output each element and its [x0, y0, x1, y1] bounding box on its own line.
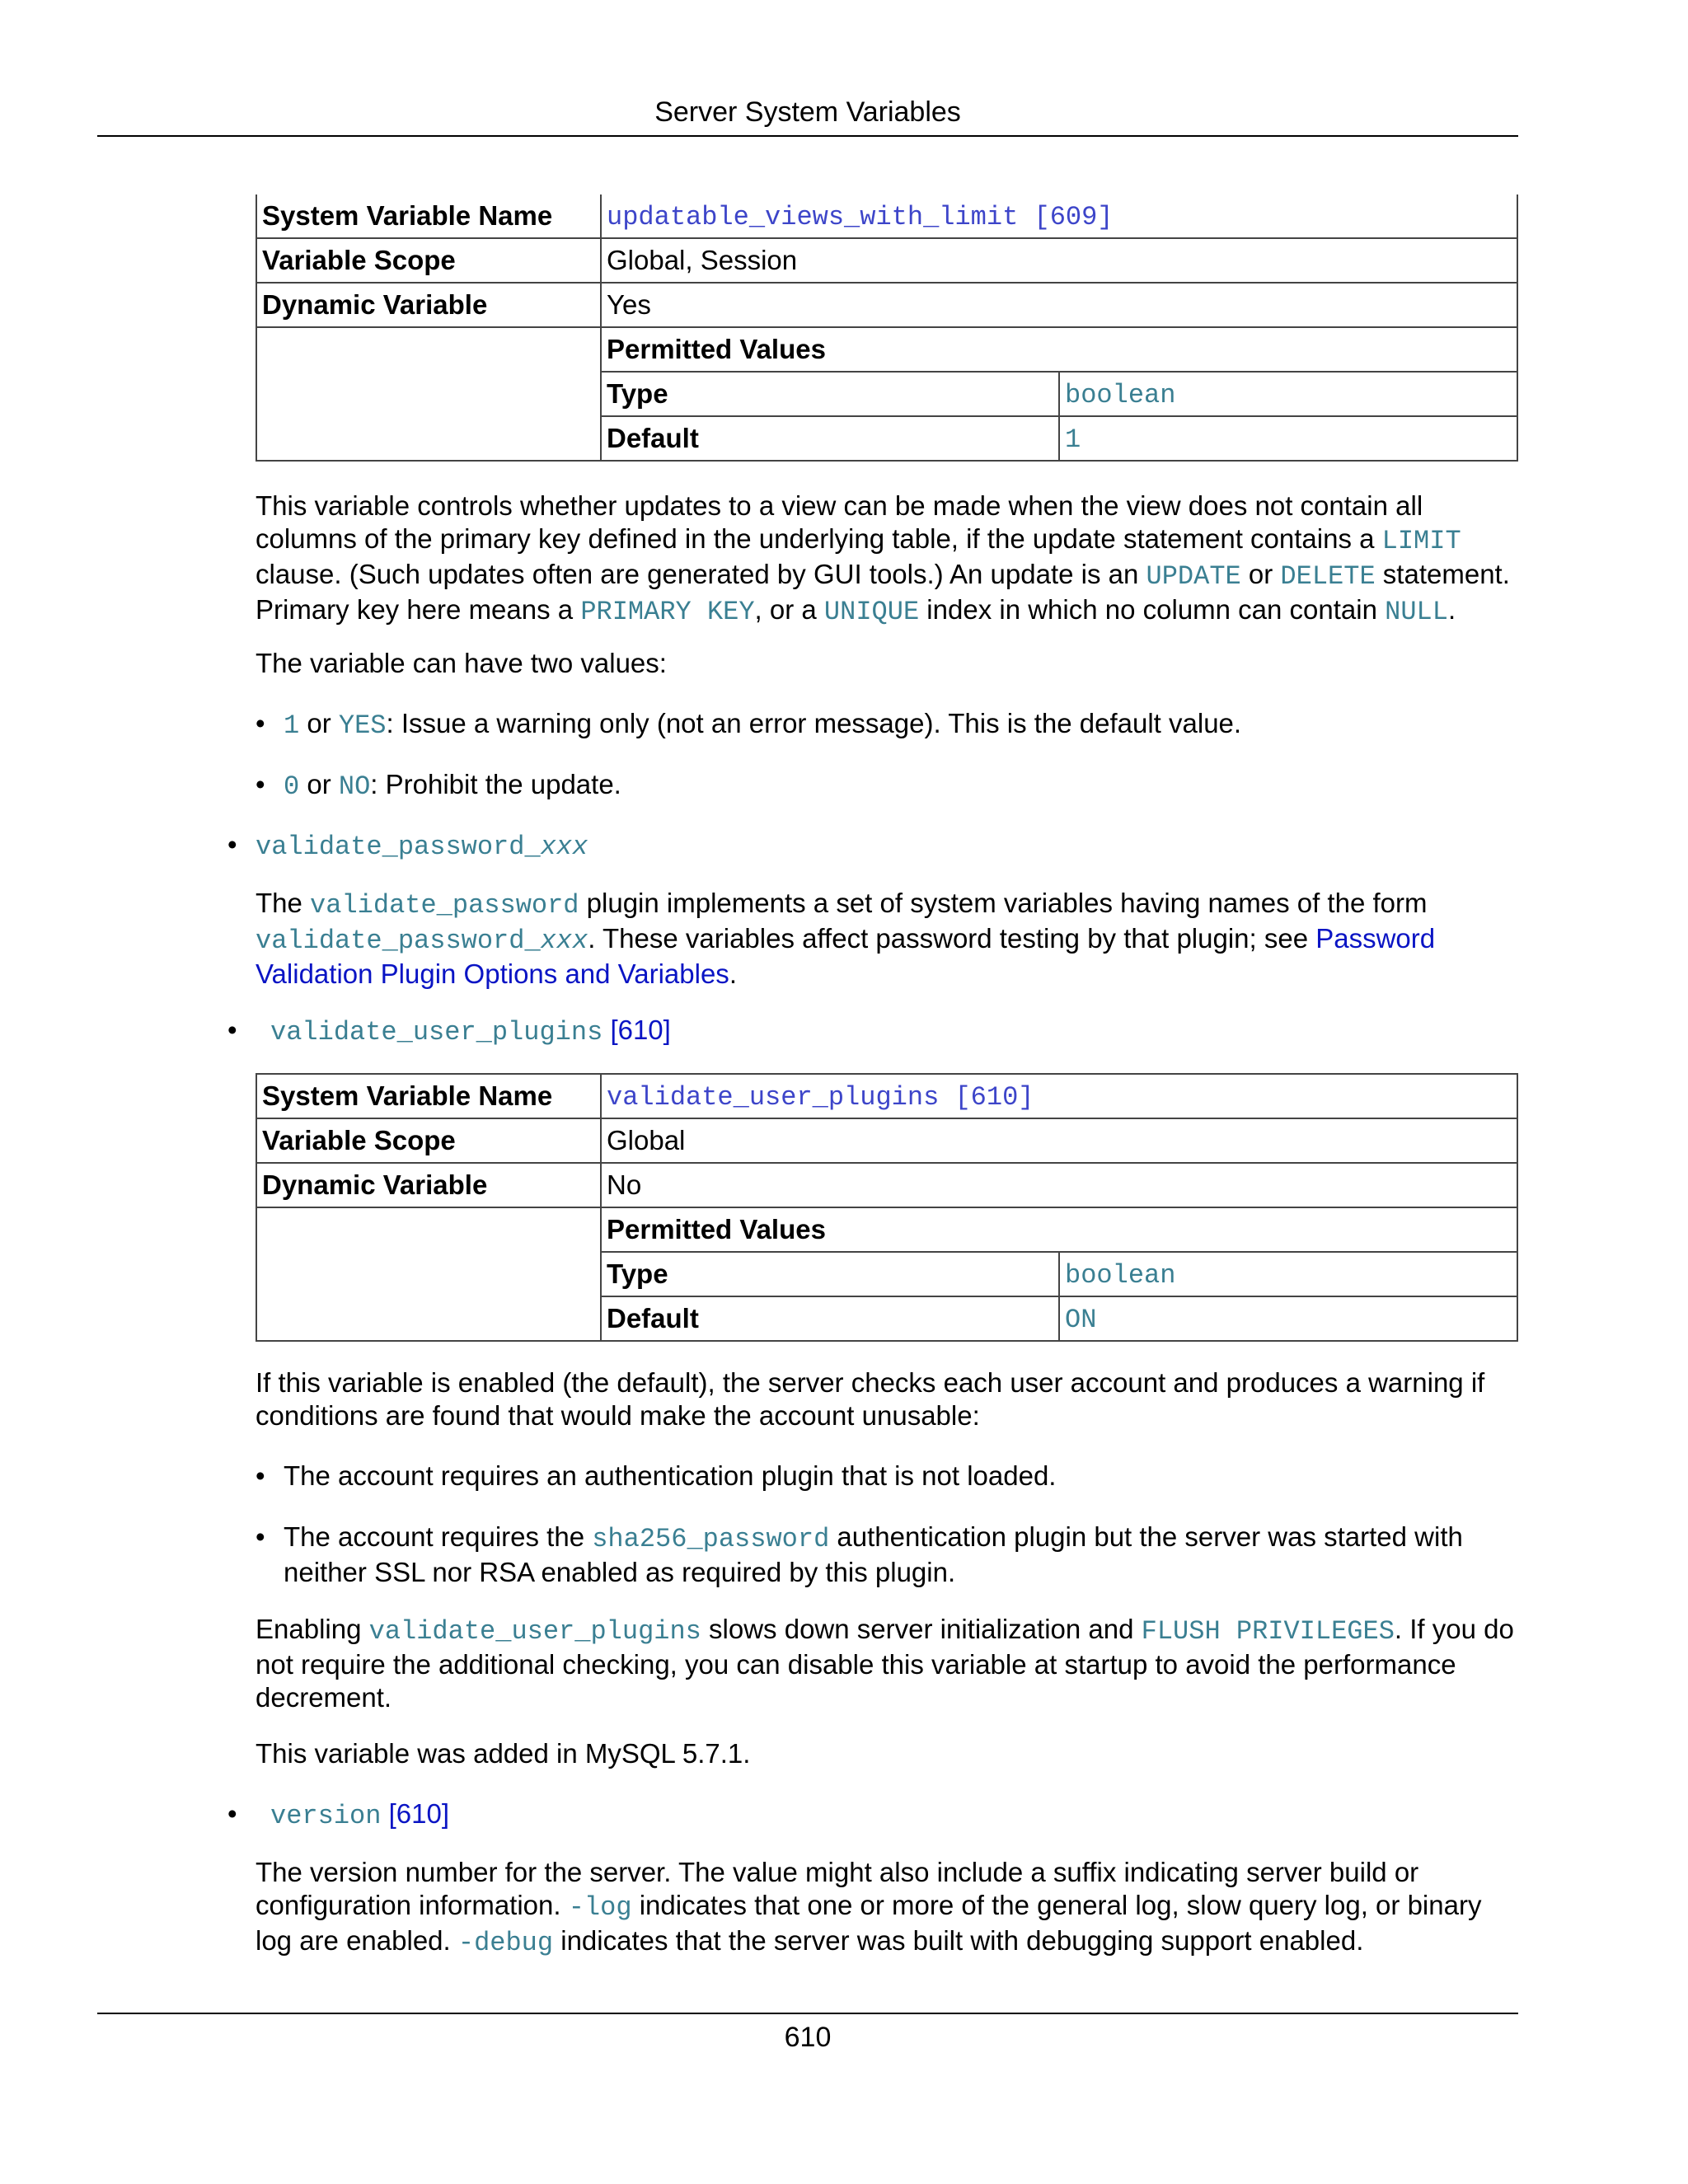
header-rule: [97, 135, 1518, 137]
code-unique: UNIQUE: [823, 597, 920, 627]
variable-entry-version: [227, 1797, 1530, 1833]
type-value: boolean: [1065, 379, 1176, 410]
code-update: UPDATE: [1146, 561, 1241, 592]
type-label: Type: [601, 1252, 1059, 1296]
validate-user-plugins-paragraph: If this variable is enabled (the default), the server checks each user account and produces a warning if conditions are found that would make the account unusable:: [256, 1367, 1485, 1431]
variable-table-validate-user-plugins: [256, 1073, 1518, 1342]
row-label: Dynamic Variable: [256, 1163, 601, 1207]
table-row: [256, 1074, 1517, 1118]
table-row: [256, 327, 1517, 372]
variable-entry-validate-user-plugins: [227, 1014, 1530, 1049]
variable-name: version: [270, 1801, 382, 1831]
row-value: No: [601, 1163, 1517, 1207]
table-row: [256, 1207, 1517, 1252]
row-label: Variable Scope: [256, 238, 601, 283]
variable-entry-validate-password: • validate_password_xxx: [227, 829, 588, 862]
bullet-dot: •: [227, 829, 237, 860]
variable-name-link[interactable]: updatable_views_with_limit [609]: [607, 201, 1114, 232]
default-label: Default: [601, 416, 1059, 461]
variable-name: validate_password_: [256, 832, 541, 862]
version-paragraph: The version number for the server. The value might also include a suffix indicating server build or configuration information. -log indicates that one or more of the general log, slow query log, or binary log are enabled. -debug indicates that the server was built with debugging support enabled.: [256, 1857, 1482, 1958]
description-paragraph: This variable controls whether updates to a view can be made when the view does not contain all columns of the primary key defined in the underlying table, if the update statement contains a LIMIT clause. (Such updates often are generated by GUI tools.) An update is an UPDATE or DELETE statement. Primary key here means a PRIMARY KEY, or a UNIQUE index in which no column can contain NULL.: [256, 490, 1510, 627]
bullet-dot: •: [256, 1521, 265, 1552]
page-ref-link[interactable]: [610]: [388, 1798, 449, 1829]
row-label: Dynamic Variable: [256, 283, 601, 327]
type-label: Type: [601, 372, 1059, 416]
footer-rule: [97, 2013, 1518, 2014]
row-value: Global, Session: [601, 238, 1517, 283]
added-in-paragraph: This variable was added in MySQL 5.7.1.: [256, 1738, 751, 1769]
variable-name-link[interactable]: validate_user_plugins [610]: [607, 1081, 1034, 1113]
page-number: 610: [784, 2022, 832, 2053]
enabling-paragraph: Enabling validate_user_plugins slows down server initialization and FLUSH PRIVILEGES. If you do not require the additional checking, you can disable this variable at startup to avoid the performance decrement.: [256, 1614, 1514, 1713]
row-label: System Variable Name: [256, 194, 601, 238]
bullet-dot: •: [256, 708, 265, 738]
permitted-values-heading: Permitted Values: [601, 327, 1517, 372]
code-limit: LIMIT: [1381, 526, 1461, 556]
table-row: [256, 1163, 1517, 1207]
page-ref-link[interactable]: [610]: [610, 1015, 671, 1045]
variable-table-updatable-views: [256, 194, 1518, 462]
table-row: [256, 1118, 1517, 1163]
row-value: Yes: [601, 283, 1517, 327]
password-validation-link[interactable]: Password Validation Plugin Options and Variables: [256, 923, 1436, 989]
table-row: [256, 194, 1517, 238]
row-value: Global: [601, 1118, 1517, 1163]
table-row: [256, 283, 1517, 327]
default-value: 1: [1065, 424, 1081, 455]
validate-password-paragraph: The validate_password plugin implements a set of system variables having names of the form validate_password_xxx. These variables affect password testing by that plugin; see Password Validation Plugin Options and Variables.: [256, 888, 1436, 989]
table-row: [256, 238, 1517, 283]
code-primary-key: PRIMARY KEY: [580, 597, 755, 627]
permitted-values-heading: Permitted Values: [601, 1207, 1517, 1252]
blank-cell: [256, 327, 601, 461]
row-label: Variable Scope: [256, 1118, 601, 1163]
default-label: Default: [601, 1296, 1059, 1341]
bullet-dot: •: [227, 1798, 237, 1829]
blank-cell: [256, 1207, 601, 1341]
code-delete: DELETE: [1280, 561, 1376, 592]
list-item: • 1 or YES: Issue a warning only (not an error message). This is the default value.: [256, 708, 1242, 741]
variable-name: validate_user_plugins: [270, 1017, 603, 1047]
list-item: • 0 or NO: Prohibit the update.: [256, 769, 621, 802]
bullet-dot: •: [227, 1015, 237, 1045]
bullet-dot: •: [256, 769, 265, 799]
list-item: • The account requires the sha256_password authentication plugin but the server was started with neither SSL nor RSA enabled as required by this plugin.: [256, 1521, 1463, 1587]
row-label: System Variable Name: [256, 1074, 601, 1118]
running-header: Server System Variables: [654, 96, 961, 128]
bullet-dot: •: [256, 1460, 265, 1491]
values-intro: The variable can have two values:: [256, 648, 667, 678]
type-value: boolean: [1065, 1259, 1176, 1291]
list-item: • The account requires an authentication plugin that is not loaded.: [256, 1460, 1057, 1491]
code-null: NULL: [1385, 597, 1448, 627]
default-value: ON: [1065, 1304, 1097, 1335]
